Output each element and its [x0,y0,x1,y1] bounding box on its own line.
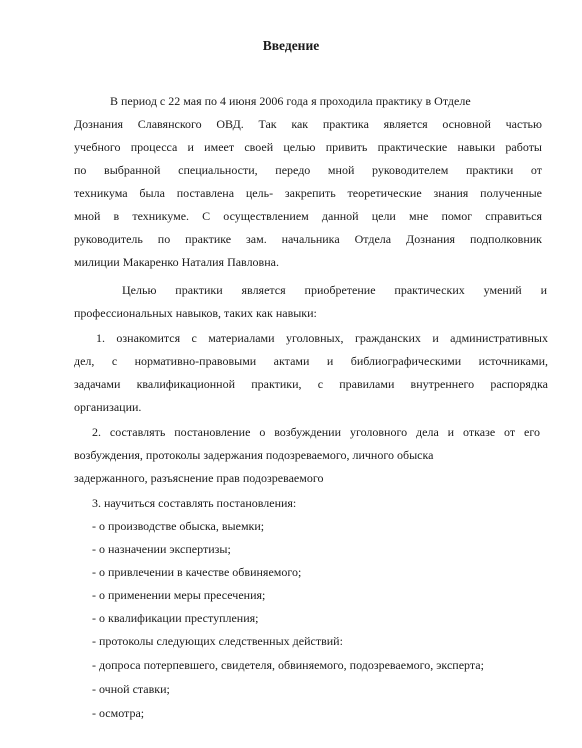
list-item: - о привлечении в качестве обвиняемого; [92,565,302,579]
text-line: профессиональных навыков, таких как навыки: [74,306,317,320]
list-item: - о квалификации преступления; [92,611,259,625]
text-line: возбуждения, протоколы задержания подозреваемого, личного обыска [74,448,434,462]
page-title: Введение [262,38,320,53]
list-item: - допроса потерпевшего, свидетеля, обвиняемого, подозреваемого, эксперта; [92,658,484,672]
text-line: мной в техникуме. С осуществлением данной цели мне помог справиться [74,209,542,223]
text-line: В период с 22 мая по 4 июня 2006 года я проходила практику в Отделе [110,94,471,108]
text-line: 2. составлять постановление о возбуждении уголовного дела и отказе от его [92,425,540,439]
list-item: - о применении меры пресечения; [92,588,266,602]
text-line: учебного процесса и имеет своей целью привить практические навыки работы [74,140,542,154]
text-line: Дознания Славянского ОВД. Так как практика является основной частью [74,117,542,131]
text-line: руководитель по практике зам. начальника Отдела Дознания подполковник [74,232,542,246]
list-item: - осмотра; [92,706,145,720]
text-line: задержанного, разъяснение прав подозреваемого [74,471,324,485]
text-line: техникума была поставлена цель- закрепить теоретические знания полученные [74,186,542,200]
text-line: милиции Макаренко Наталия Павловна. [74,255,279,269]
list-item: - очной ставки; [92,682,170,696]
text-line: по выбранной специальности, передо мной руководителем практики от [74,163,542,177]
text-line: задачами квалификационной практики, с правилами внутреннего распорядка [74,377,548,391]
text-line: организации. [74,400,142,414]
list-item: - протоколы следующих следственных действий: [92,634,343,648]
list-item: - о назначении экспертизы; [92,542,231,556]
text-line: Целью практики является приобретение практических умений и [122,283,547,297]
text-line: дел, с нормативно-правовыми актами и библиографическими источниками, [74,354,548,368]
list-item: - о производстве обыска, выемки; [92,519,265,533]
text-line: 1. ознакомится с материалами уголовных, гражданских и административных [96,331,548,345]
list-item: 3. научиться составлять постановления: [92,496,297,510]
